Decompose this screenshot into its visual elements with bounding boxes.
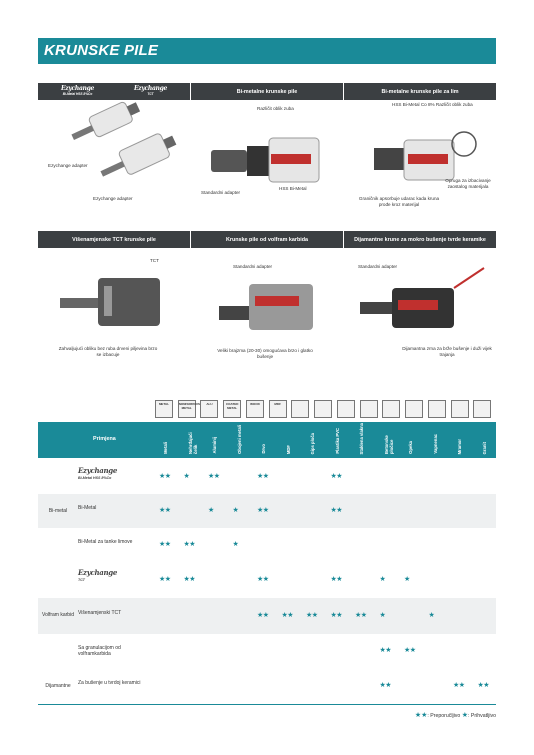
rating-mark: ★★ [257,612,269,619]
matrix-header [38,422,496,458]
column-header: Metali [163,442,168,454]
rating-mark: ★★ [183,541,196,548]
product-name: Bi-Metal [78,505,97,511]
product-name: Višenamjenski TCT [78,610,122,616]
product-image [38,248,190,372]
rating-mark: ★★ [257,576,269,583]
material-icon [473,400,491,418]
label-stopper: Graničnik apsorbuje udarac kada kruna prođe kroz materijal [358,196,440,207]
product-card-tct [38,231,190,372]
rating-mark: ★ [404,576,410,583]
material-icon [314,400,332,418]
column-header: Obojeni metali [236,425,242,454]
label-tooth: Različit oblik zuba [257,106,294,111]
rating-mark: ★ [379,576,386,583]
label-spring: Opruga za izbacivanje zaostalog materijala [445,178,491,189]
product-image [191,100,343,228]
label-hss-co: HSS Bi-Metal Co 8% Različit oblik zuba [392,102,473,107]
group-label: Volfram karbid [42,612,74,618]
legend-recommended-mark: ★★ [414,712,428,719]
rating-mark: ★★ [208,473,220,480]
rating-mark: ★★ [281,612,294,619]
rating-mark: ★★ [379,647,392,654]
card-header: Bi-metalne krunske pile za lim [344,83,496,100]
label-hss: HSS Bi-Metal [279,186,307,191]
rating-mark: ★ [208,507,214,514]
rating-mark: ★★ [330,507,343,514]
column-header: Nehrđajući čelik [187,432,198,454]
material-icon [246,400,264,418]
material-icon-label: NONFERROUS METAL [178,402,201,410]
product-name: Sa granulacijom od volframkarbida [78,645,121,657]
material-icon-label: ALU [206,402,213,406]
rating-mark: ★★ [257,473,269,480]
material-icon-row [155,400,496,420]
material-icon [360,400,378,418]
table-row [38,668,496,704]
label-tct: TCT [150,258,159,263]
logo-ezychange-tct: Ezychange TCT [133,85,168,96]
label-shape: Zahvaljujući obliku bez ruba drveni piljevina brzo se izbacuje [58,346,158,357]
rating-mark: ★★ [159,507,171,514]
rating-mark: ★★ [330,576,343,583]
card-header: Krunske pile od volfram karbida [191,231,343,248]
rating-mark: ★★ [355,612,367,619]
rating-mark: ★★ [477,682,490,689]
material-icon [291,400,309,418]
material-icon [269,400,287,418]
label-adapter-1: Ezychange adapter [48,163,88,168]
product-image [191,248,343,372]
column-header: Betonske pločice [383,435,394,454]
legend-recommended: : Preporučljivo [427,713,461,719]
card-header [38,83,190,100]
product-card-ezychange [38,83,190,229]
material-icon [155,400,173,418]
group-label: Dijamantne [45,683,71,689]
product-image [344,248,496,372]
group-label: Bi-metal [48,508,68,514]
column-header: MDF [285,444,291,454]
label-grit: Veliki brajzma (20-30) omogućava brzo i glatko bušenje [217,348,313,359]
holesaw-illustration [191,100,343,228]
rating-mark: ★★ [453,682,465,689]
product-image [38,100,190,228]
legend [415,711,496,719]
column-header: Staklena vlakna [359,422,364,454]
primjena-label: Primjena [93,436,116,442]
page-header [38,38,496,64]
product-card-diamond [344,231,496,372]
rating-mark: ★ [183,473,190,480]
column-header: Opeka [408,441,413,454]
label-diamond: Dijamantna zrna za brže bušenje i duži vijek trajanja [402,346,492,357]
column-header: Granit [481,441,487,454]
material-icon-label: WOOD [250,402,260,406]
rating-mark: ★ [379,612,386,619]
column-header: Plastika PVC [334,428,340,454]
rating-mark: ★★ [257,507,269,514]
card-header: Dijamantne krune za mokro bušenje tvrde keramike [344,231,496,248]
rating-mark: ★★ [404,647,416,654]
material-icon [337,400,355,418]
product-card-bimetal [191,83,343,229]
material-icon [451,400,469,418]
rating-mark: ★ [428,612,435,619]
product-logo: Ezychange TCT [78,568,118,582]
rating-mark: ★ [232,507,239,514]
material-icon-label: COATED METAL [225,402,239,410]
material-icon [223,400,241,418]
rating-mark: ★★ [306,612,318,619]
label-adapter: Standardni adapter [233,264,273,269]
logo-ezychange-bimetal: Ezychange Bi-Metal HSS 8%Co [60,85,95,96]
legend-acceptable: : Prihvatljivo [468,713,496,719]
rating-mark: ★ [232,541,239,548]
product-image [344,100,496,228]
holesaw-illustration [344,100,496,228]
rating-mark: ★★ [159,541,171,548]
material-icon-label: MDF [274,402,281,406]
group-separator [38,704,496,705]
product-card-tungsten [191,231,343,372]
product-grid [38,83,496,372]
product-name: Za bušenje u tvrdoj keramici [78,680,141,686]
column-header: Mramor [457,438,462,454]
rating-mark: ★★ [330,473,343,480]
material-icon [428,400,446,418]
rating-mark: ★★ [330,612,343,619]
material-icon [178,400,201,418]
card-header: Bi-metalne krunske pile [191,83,343,100]
product-logo: Ezychange Bi-Metal HSS 8%Co [78,466,118,480]
product-card-bimetal-sheet [344,83,496,229]
legend-acceptable-mark: ★ [461,712,469,719]
label-adapter: Standardni adapter [358,264,398,269]
material-icon [405,400,423,418]
label-adapter-2: Ezychange adapter [93,196,133,201]
label-adapter: Standardni adapter [201,190,241,195]
column-header: Aluminij [212,437,217,454]
rating-mark: ★★ [159,576,171,583]
material-icon-label: METAL [158,402,170,406]
column-header: Drvo [261,444,266,454]
material-icon [382,400,400,418]
product-name: Bi-Metal za tanke limove [78,539,133,545]
page-title: KRUNSKE PILE [44,42,159,59]
material-icon [200,400,218,418]
rating-mark: ★★ [159,473,171,480]
table-row [38,528,496,562]
column-header: Vapnenac [432,434,438,454]
rating-mark: ★★ [379,682,392,689]
column-header: Gips ploča [310,432,315,454]
rating-mark: ★★ [183,576,196,583]
card-header: Višenamjenske TCT krunske pile [38,231,190,248]
